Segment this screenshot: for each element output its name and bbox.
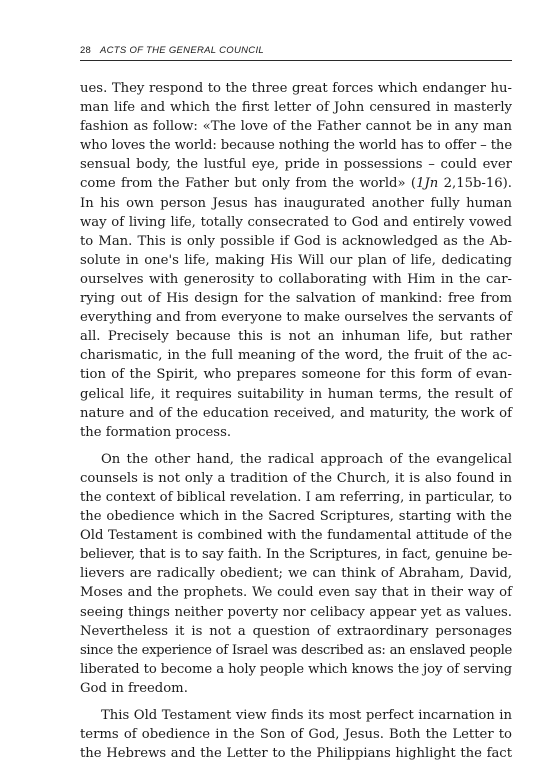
text-line: Nevertheless it is not a question of extraordinary personages xyxy=(80,623,512,639)
text-line: the formation process. xyxy=(80,424,232,440)
text-line: tion of the Spirit, who prepares someone for this form of evan- xyxy=(80,367,512,383)
text-line: the obedience which in the Sacred Scriptures, starting with the xyxy=(80,509,512,525)
text-line: rying out of His design for the salvation of mankind: free from xyxy=(80,291,512,307)
page-number: 28 xyxy=(80,45,91,56)
text-line: way of living life, totally consecrated to God and entirely vowed xyxy=(80,214,512,230)
text-line: who loves the world: because nothing the world has to offer – the xyxy=(80,138,513,154)
text-line: since the experience of Israel was described as: an enslaved people xyxy=(80,642,512,658)
paragraph-3 xyxy=(80,706,512,763)
text-line: all. Precisely because this is not an inhuman life, but rather xyxy=(80,329,512,345)
header-rule xyxy=(80,60,512,61)
text-line: God in freedom. xyxy=(80,680,188,696)
text-line: the Hebrews and the Letter to the Philippians highlight the fact xyxy=(80,746,512,762)
citation-reference: 2,15b-16). xyxy=(438,176,512,192)
text-line: man life and which the first letter of John censured in masterly xyxy=(80,100,512,116)
running-header xyxy=(80,45,512,61)
text-line: On the other hand, the radical approach of the evangelical xyxy=(101,451,512,467)
text-line: sensual body, the lustful eye, pride in possessions – could ever xyxy=(80,157,512,173)
text-line: lievers are radically obedient; we can think of Abraham, David, xyxy=(80,566,512,582)
text-line: ourselves with generosity to collaborating with Him in the car- xyxy=(80,271,512,287)
text-line: the context of biblical revelation. I am referring, in particular, to xyxy=(80,489,512,505)
text-line: counsels is not only a tradition of the Church, it is also found in xyxy=(80,470,512,486)
text-line: charismatic, in the full meaning of the word, the fruit of the ac- xyxy=(80,348,512,364)
text-line: terms of obedience in the Son of God, Jesus. Both the Letter to xyxy=(80,727,512,743)
paragraph-1 xyxy=(80,79,512,442)
text-line: ues. They respond to the three great forces which endanger hu- xyxy=(80,81,512,96)
text-line: fashion as follow: «The love of the Father cannot be in any man xyxy=(80,119,512,135)
body-text xyxy=(80,79,512,763)
text-line: believer, that is to say faith. In the Scriptures, in fact, genuine be- xyxy=(80,547,512,563)
running-title: ACTS OF THE GENERAL COUNCIL xyxy=(99,45,264,56)
text-line: Moses and the prophets. We could even say that in their way of xyxy=(80,585,512,601)
text-fragment: come from the Father but only from the world» ( xyxy=(80,176,417,192)
text-line: gelical life, it requires suitability in human terms, the result of xyxy=(80,386,512,402)
paragraph-2 xyxy=(80,450,512,698)
citation-book: 1Jn xyxy=(416,176,439,192)
text-line: solute in one's life, making His Will our plan of life, dedicating xyxy=(80,252,512,268)
text-line: This Old Testament view finds its most perfect incarnation in xyxy=(101,708,512,723)
text-line: everything and from everyone to make ourselves the servants of xyxy=(80,310,512,326)
text-line: In his own person Jesus has inaugurated another fully human xyxy=(80,195,512,211)
text-line: seeing things neither poverty nor celibacy appear yet as values. xyxy=(80,604,512,620)
text-line-with-citation xyxy=(80,174,512,193)
text-line: nature and of the education received, and maturity, the work of xyxy=(80,405,512,421)
text-line: to Man. This is only possible if God is acknowledged as the Ab- xyxy=(80,233,512,249)
text-line: liberated to become a holy people which knows the joy of serving xyxy=(80,661,512,677)
text-line: Old Testament is combined with the fundamental attitude of the xyxy=(80,528,512,544)
